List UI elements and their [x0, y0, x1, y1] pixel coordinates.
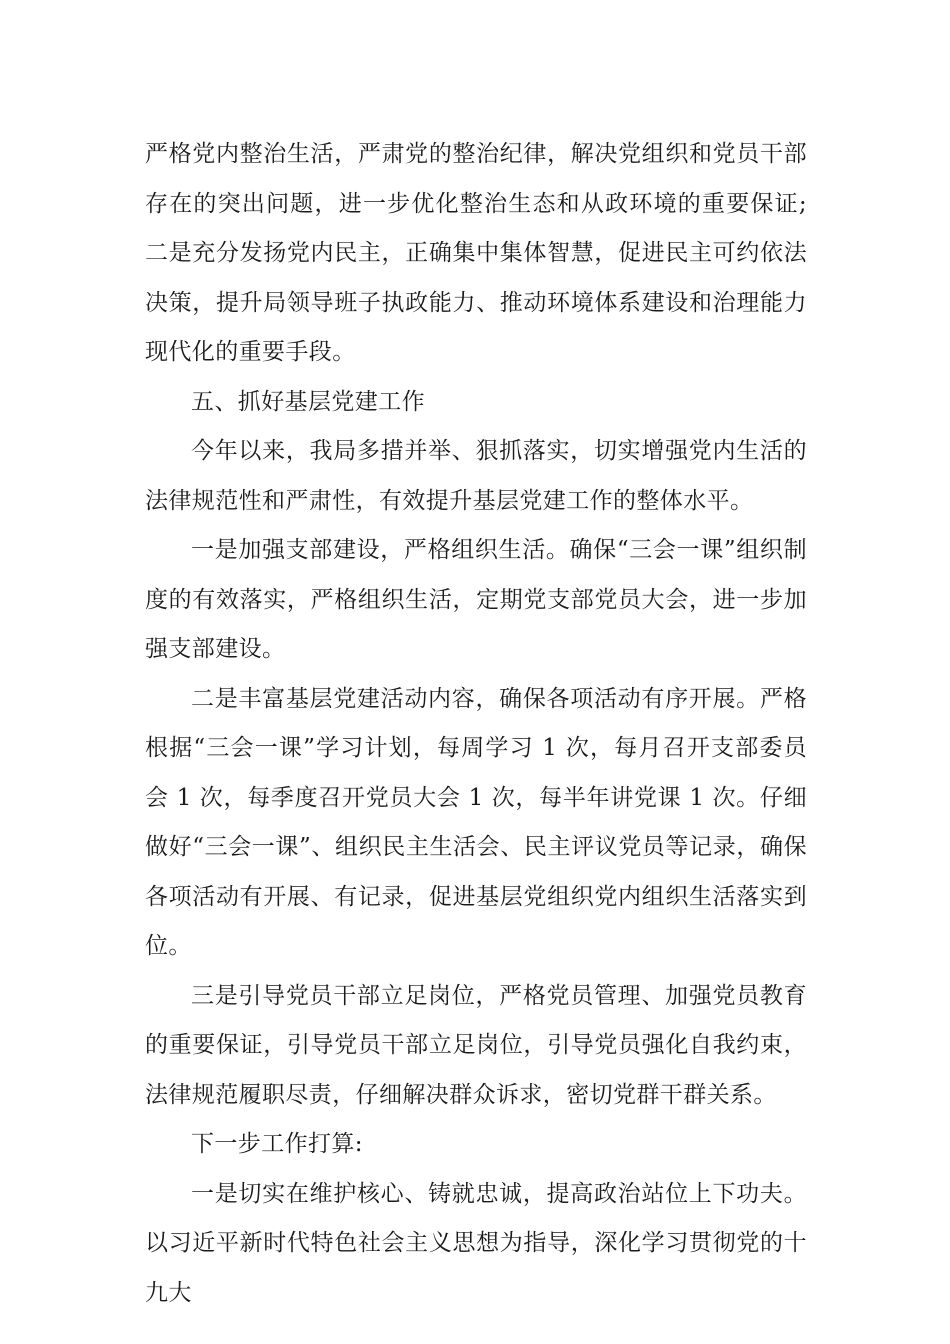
- paragraph: 一是加强支部建设，严格组织生活。确保“三会一课”组织制度的有效落实，严格组织生活，定期党支部党员大会，进一步加强支部建设。: [145, 537, 807, 662]
- section-heading: 五、抓好基层党建工作: [191, 388, 425, 415]
- paragraph-continuation: 严格党内整治生活，严肃党的整治纪律，解决党组织和党员干部存在的突出问题，进一步优化整治生态和从政环境的重要保证;二是充分发扬党内民主，正确集中集体智慧，促进民主可约依法决策，提升局领导班子执政能力、推动环境体系建设和治理能力现代化的重要手段。: [145, 141, 807, 365]
- subheading: 下一步工作打算:: [191, 1131, 363, 1157]
- paragraph: 三是引导党员干部立足岗位，严格党员管理、加强党员教育的重要保证，引导党员干部立足岗位，引导党员强化自我约束，法律规范履职尽责，仔细解决群众诉求，密切党群干群关系。: [145, 982, 807, 1108]
- paragraph: 一是切实在维护核心、铸就忠诚，提高政治站位上下功夫。以习近平新时代特色社会主义思想为指导，深化学习贯彻党的十九大: [145, 1180, 807, 1306]
- paragraph: 今年以来，我局多措并举、狠抓落实，切实增强党内生活的法律规范性和严肃性，有效提升基层党建工作的整体水平。: [145, 438, 807, 514]
- paragraph: 二是丰富基层党建活动内容，确保各项活动有序开展。严格根据“三会一课”学习计划，每周学习 1 次，每月召开支部委员会 1 次，每季度召开党员大会 1 次，每半年讲党课 1 次。仔细做好“三会一课”、组织民主生活会、民主评议党员等记录，确保各项活动有开展、有记录，促进基层党组织党内组织生活落实到位。: [145, 685, 807, 959]
- document-body: [145, 130, 807, 1318]
